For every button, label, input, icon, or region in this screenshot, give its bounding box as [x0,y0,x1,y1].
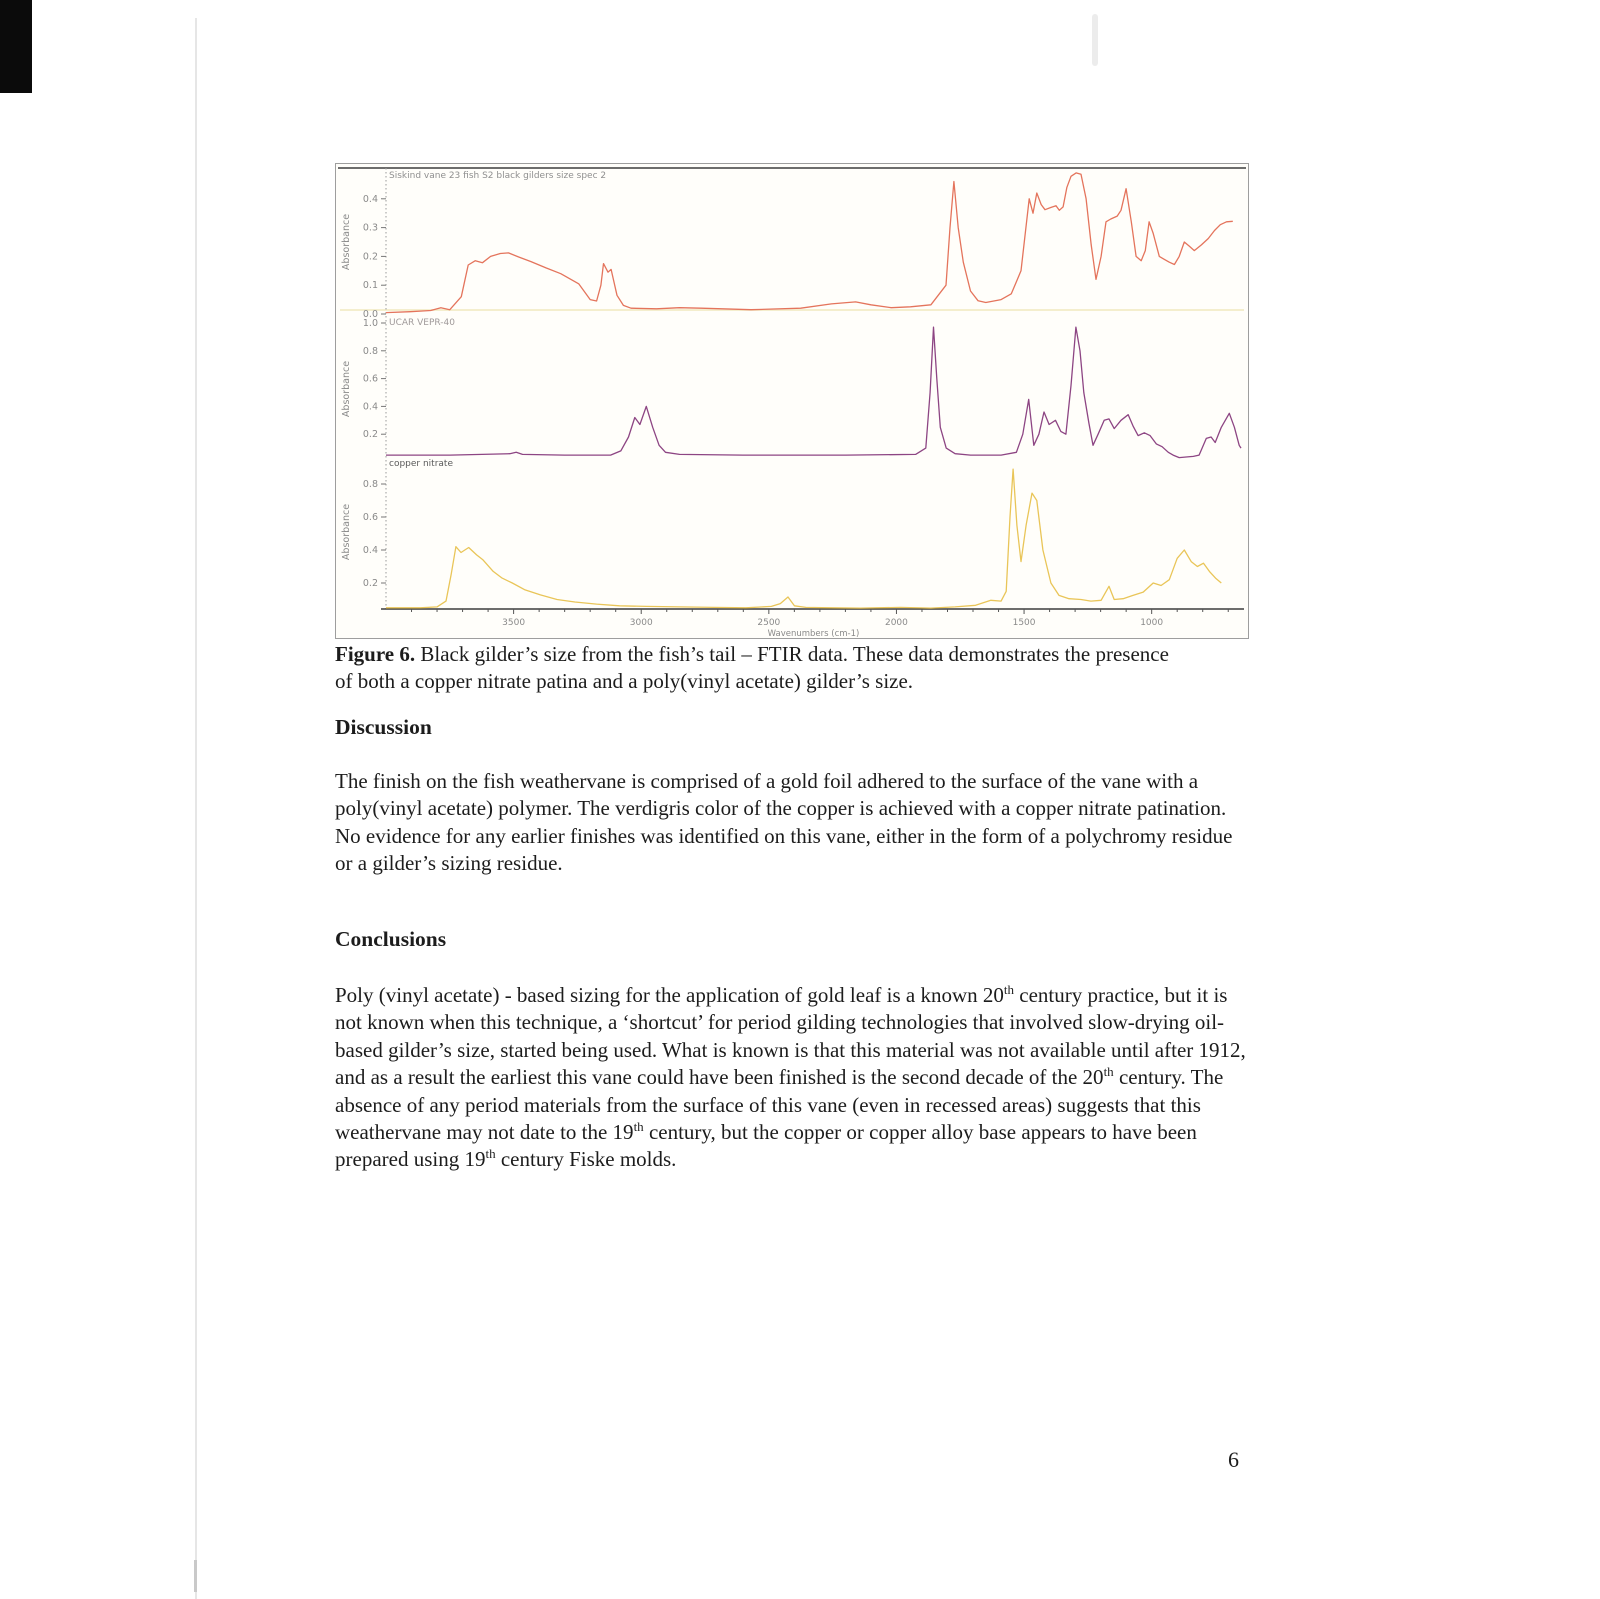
discussion-paragraph: The finish on the fish weathervane is comprised of a gold foil adhered to the surface of the vane with a poly(vinyl acetate) polymer. The verdigris color of the copper is achieved with a copper nitrate patination. No evidence for any earlier finishes was identified on this vane, either in the form of a polychromy residue or a gilder’s sizing residue. [335,769,1233,876]
svg-text:Wavenumbers (cm-1): Wavenumbers (cm-1) [767,629,860,638]
svg-text:0.6: 0.6 [362,373,378,385]
figure-caption: Figure 6. Black gilder’s size from the fish’s tail – FTIR data. These data demonstrates the presence of both a copper nitrate patina and a poly(vinyl acetate) gilder’s size. [335,642,1169,694]
svg-text:Absorbance: Absorbance [341,213,352,271]
svg-text:0.6: 0.6 [362,512,378,523]
svg-text:copper nitrate: copper nitrate [389,459,453,469]
svg-text:0.8: 0.8 [362,345,378,357]
svg-text:0.1: 0.1 [362,280,378,292]
page-number: 6 [1228,1447,1239,1472]
ftir-figure [335,163,1249,639]
svg-text:0.8: 0.8 [362,479,378,490]
svg-text:1.0: 1.0 [362,318,378,329]
svg-text:1500: 1500 [1012,618,1036,628]
svg-text:Absorbance: Absorbance [341,503,352,561]
svg-text:1000: 1000 [1140,618,1164,628]
discussion-heading: Discussion [335,715,432,739]
svg-text:2000: 2000 [884,618,908,628]
svg-text:0.3: 0.3 [362,222,378,234]
svg-text:0.4: 0.4 [362,401,378,413]
svg-text:2500: 2500 [757,618,781,628]
svg-text:UCAR VEPR-40: UCAR VEPR-40 [389,318,456,328]
scan-artifact-smudge [1092,14,1098,66]
svg-text:Siskind vane 23 fish S2 black: Siskind vane 23 fish S2 black gilders size spec 2 [389,171,607,181]
scan-artifact-black-bar [0,0,32,93]
svg-text:0.2: 0.2 [362,429,378,441]
svg-text:0.2: 0.2 [362,578,378,589]
svg-text:0.2: 0.2 [362,251,378,263]
scan-artifact-edge-mark [194,1560,197,1592]
svg-text:0.0: 0.0 [362,309,378,320]
svg-text:3500: 3500 [502,618,526,628]
conclusions-paragraph: Poly (vinyl acetate) - based sizing for the application of gold leaf is a known 20th century practice, but it is not known when this technique, a ‘shortcut’ for period gilding technologies that involved slow-drying oil-based gilder’s size, started being used. What is known is that this material was not available until after 1912, and as a result the earliest this vane could have been finished is the second decade of the 20th century. The absence of any period materials from the surface of this vane (even in recessed areas) suggests that this weathervane may not date to the 19th century, but the copper or copper alloy base appears to have been prepared using 19th century Fiske molds. [335,982,1246,1172]
svg-text:0.4: 0.4 [362,193,378,205]
svg-text:Absorbance: Absorbance [341,360,352,418]
conclusions-heading: Conclusions [335,927,447,951]
svg-text:0.4: 0.4 [362,545,378,556]
ftir-spectra-chart [336,164,1248,638]
svg-text:3000: 3000 [629,618,653,628]
scan-artifact-page-edge-line [195,18,197,1599]
